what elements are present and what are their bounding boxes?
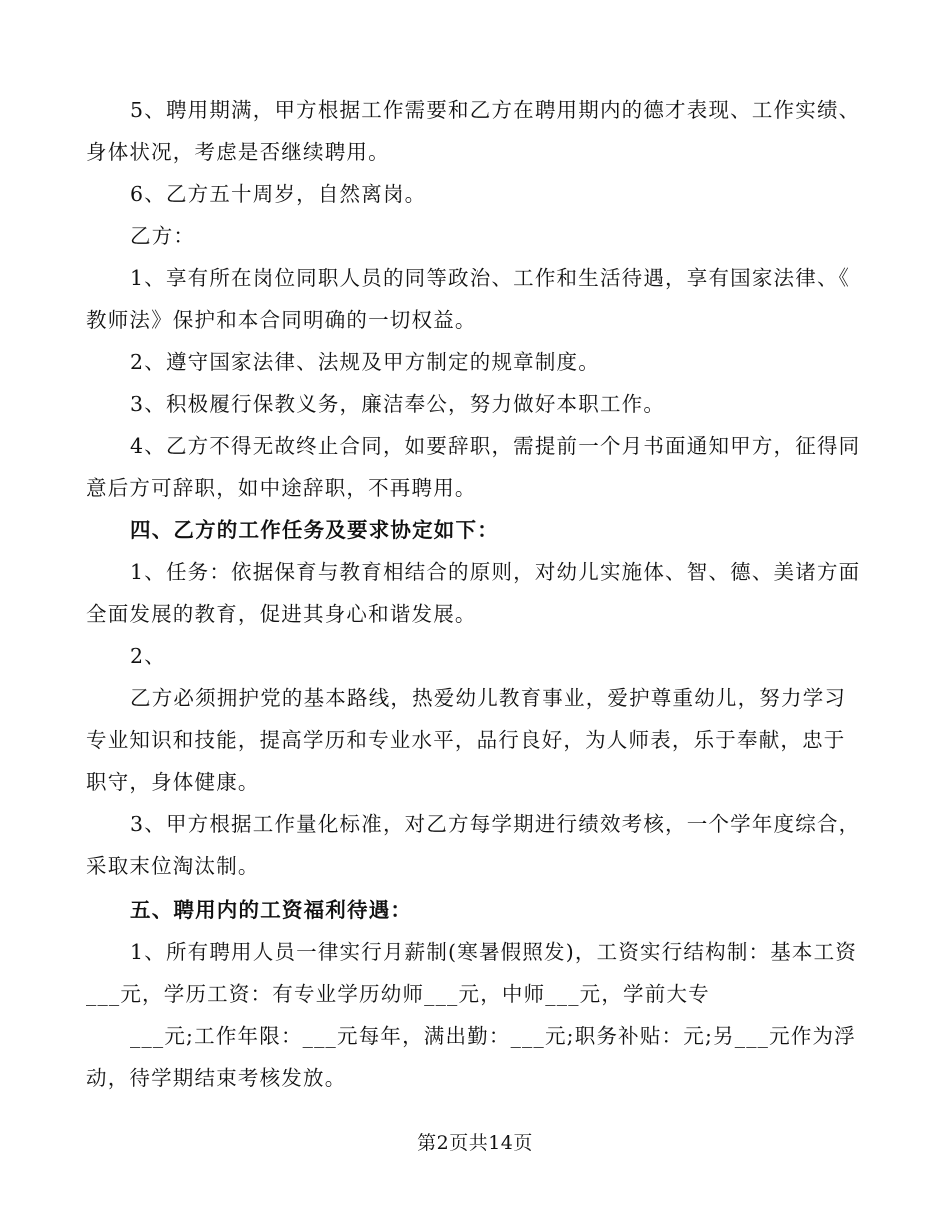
party-b-heading: 乙方：	[130, 224, 196, 248]
rights-3: 3、积极履行保教义务，廉洁奉公，努力做好本职工作。	[130, 392, 666, 416]
salary-1-line-1: 1、所有聘用人员一律实行月薪制(寒暑假照发)，工资实行结构制：基本工资	[130, 940, 858, 964]
clause-5-line-2: 身体状况，考虑是否继续聘用。	[86, 140, 390, 164]
clause-6: 6、乙方五十周岁，自然离岗。	[130, 182, 427, 206]
rights-1-line-1: 1、享有所在岗位同职人员的同等政治、工作和生活待遇，享有国家法律、《	[130, 266, 851, 290]
clause-5-line-1: 5、聘用期满，甲方根据工作需要和乙方在聘用期内的德才表现、工作实绩、	[130, 98, 861, 122]
rights-4-line-1: 4、乙方不得无故终止合同，如要辞职，需提前一个月书面通知甲方，征得同	[130, 434, 861, 458]
task-2-line-3: 职守，身体健康。	[86, 770, 260, 794]
task-2-line-1: 乙方必须拥护党的基本路线，热爱幼儿教育事业，爱护尊重幼儿，努力学习	[130, 686, 847, 710]
task-2-number: 2、	[130, 644, 166, 668]
section-4-heading: 四、乙方的工作任务及要求协定如下：	[130, 518, 499, 542]
task-3-line-2: 采取末位淘汰制。	[86, 854, 260, 878]
salary-1-line-4: 动，待学期结束考核发放。	[86, 1066, 347, 1090]
task-1-line-2: 全面发展的教育，促进其身心和谐发展。	[86, 602, 477, 626]
section-5-heading: 五、聘用内的工资福利待遇：	[130, 898, 413, 922]
rights-1-line-2: 教师法》保护和本合同明确的一切权益。	[86, 308, 477, 332]
task-3-line-1: 3、甲方根据工作量化标准，对乙方每学期进行绩效考核，一个学年度综合，	[130, 812, 861, 836]
task-1-line-1: 1、任务：依据保育与教育相结合的原则，对幼儿实施体、智、德、美诸方面	[130, 560, 861, 584]
page-number-footer: 第2页共14页	[417, 1132, 533, 1154]
salary-1-line-2: ___元，学历工资：有专业学历幼师___元，中师___元，学前大专	[86, 982, 710, 1006]
rights-2: 2、遵守国家法律、法规及甲方制定的规章制度。	[130, 350, 600, 374]
task-2-line-2: 专业知识和技能，提高学历和专业水平，品行良好，为人师表，乐于奉献，忠于	[86, 728, 846, 752]
rights-4-line-2: 意后方可辞职，如中途辞职，不再聘用。	[86, 476, 477, 500]
salary-1-line-3: ___元;工作年限：___元每年，满出勤：___元;职务补贴：元;另___元作为浮	[130, 1024, 856, 1048]
